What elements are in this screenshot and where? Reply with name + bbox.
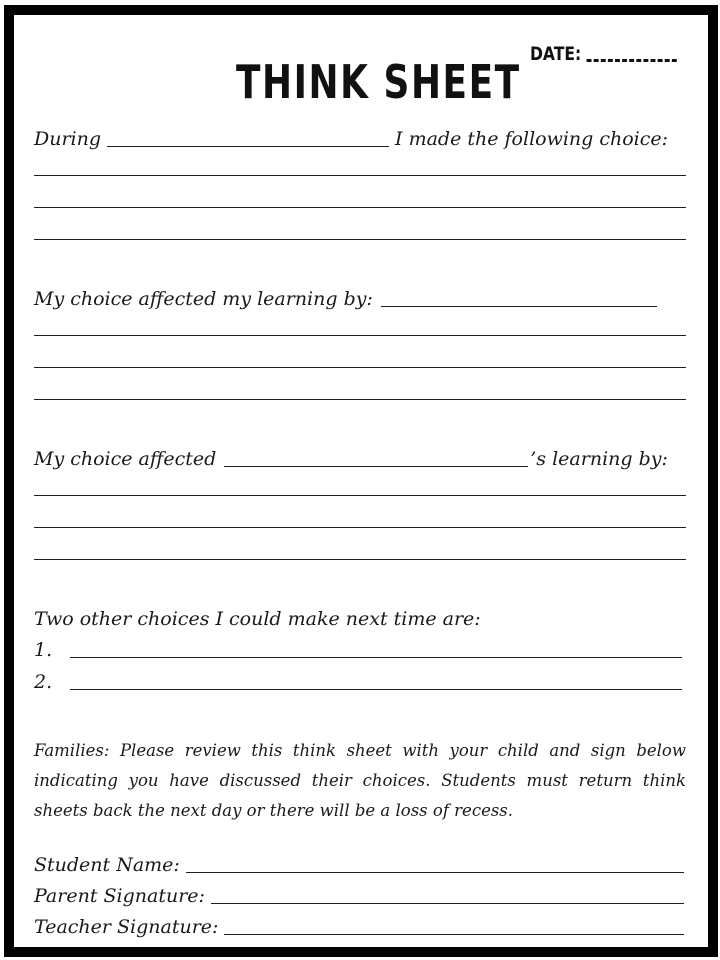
parent-signature-label: Parent Signature: <box>34 885 205 907</box>
student-name-row <box>34 856 684 875</box>
alternative-1-row <box>34 641 682 660</box>
others-row <box>34 450 668 469</box>
alternatives-prompt: Two other choices I could make next time are: <box>34 608 481 630</box>
during-blank[interactable] <box>107 146 389 147</box>
parent-signature-row <box>34 887 684 906</box>
writing-line[interactable] <box>34 335 686 336</box>
alternative-1-blank[interactable] <box>70 657 682 658</box>
others-name-blank[interactable] <box>224 466 528 467</box>
student-name-blank[interactable] <box>186 872 684 873</box>
during-prefix: During <box>34 128 102 150</box>
alternatives-row <box>34 610 481 629</box>
writing-line[interactable] <box>34 527 686 528</box>
writing-line[interactable] <box>34 399 686 400</box>
learning-row <box>34 290 657 309</box>
date-label: DATE: <box>530 43 582 65</box>
others-suffix: ’s learning by: <box>530 448 668 470</box>
writing-line[interactable] <box>34 559 686 560</box>
date-field <box>530 43 676 65</box>
during-suffix: I made the following choice: <box>395 128 669 150</box>
parent-signature-blank[interactable] <box>211 903 684 904</box>
family-note: Families: Please review this think sheet with your child and sign below indicating you have discussed their choices. Students must return think sheets back the next day or there will be a loss of recess. <box>34 741 686 820</box>
writing-line[interactable] <box>34 495 686 496</box>
student-name-label: Student Name: <box>34 854 180 876</box>
writing-line[interactable] <box>34 175 686 176</box>
writing-line[interactable] <box>34 207 686 208</box>
learning-blank[interactable] <box>381 306 657 307</box>
writing-line[interactable] <box>34 367 686 368</box>
others-prefix: My choice affected <box>34 448 217 470</box>
date-blank[interactable] <box>586 59 676 62</box>
teacher-signature-row <box>34 918 684 937</box>
learning-prompt: My choice affected my learning by: <box>34 288 373 310</box>
alternative-1-number: 1. <box>34 639 53 661</box>
teacher-signature-blank[interactable] <box>224 934 684 935</box>
alternative-2-row <box>34 673 682 692</box>
alternative-2-blank[interactable] <box>70 689 682 690</box>
page-title: THINK SHEET <box>236 55 521 109</box>
writing-line[interactable] <box>34 239 686 240</box>
teacher-signature-label: Teacher Signature: <box>34 916 219 938</box>
during-row <box>34 130 668 149</box>
alternative-2-number: 2. <box>34 671 53 693</box>
worksheet-frame <box>4 5 718 957</box>
